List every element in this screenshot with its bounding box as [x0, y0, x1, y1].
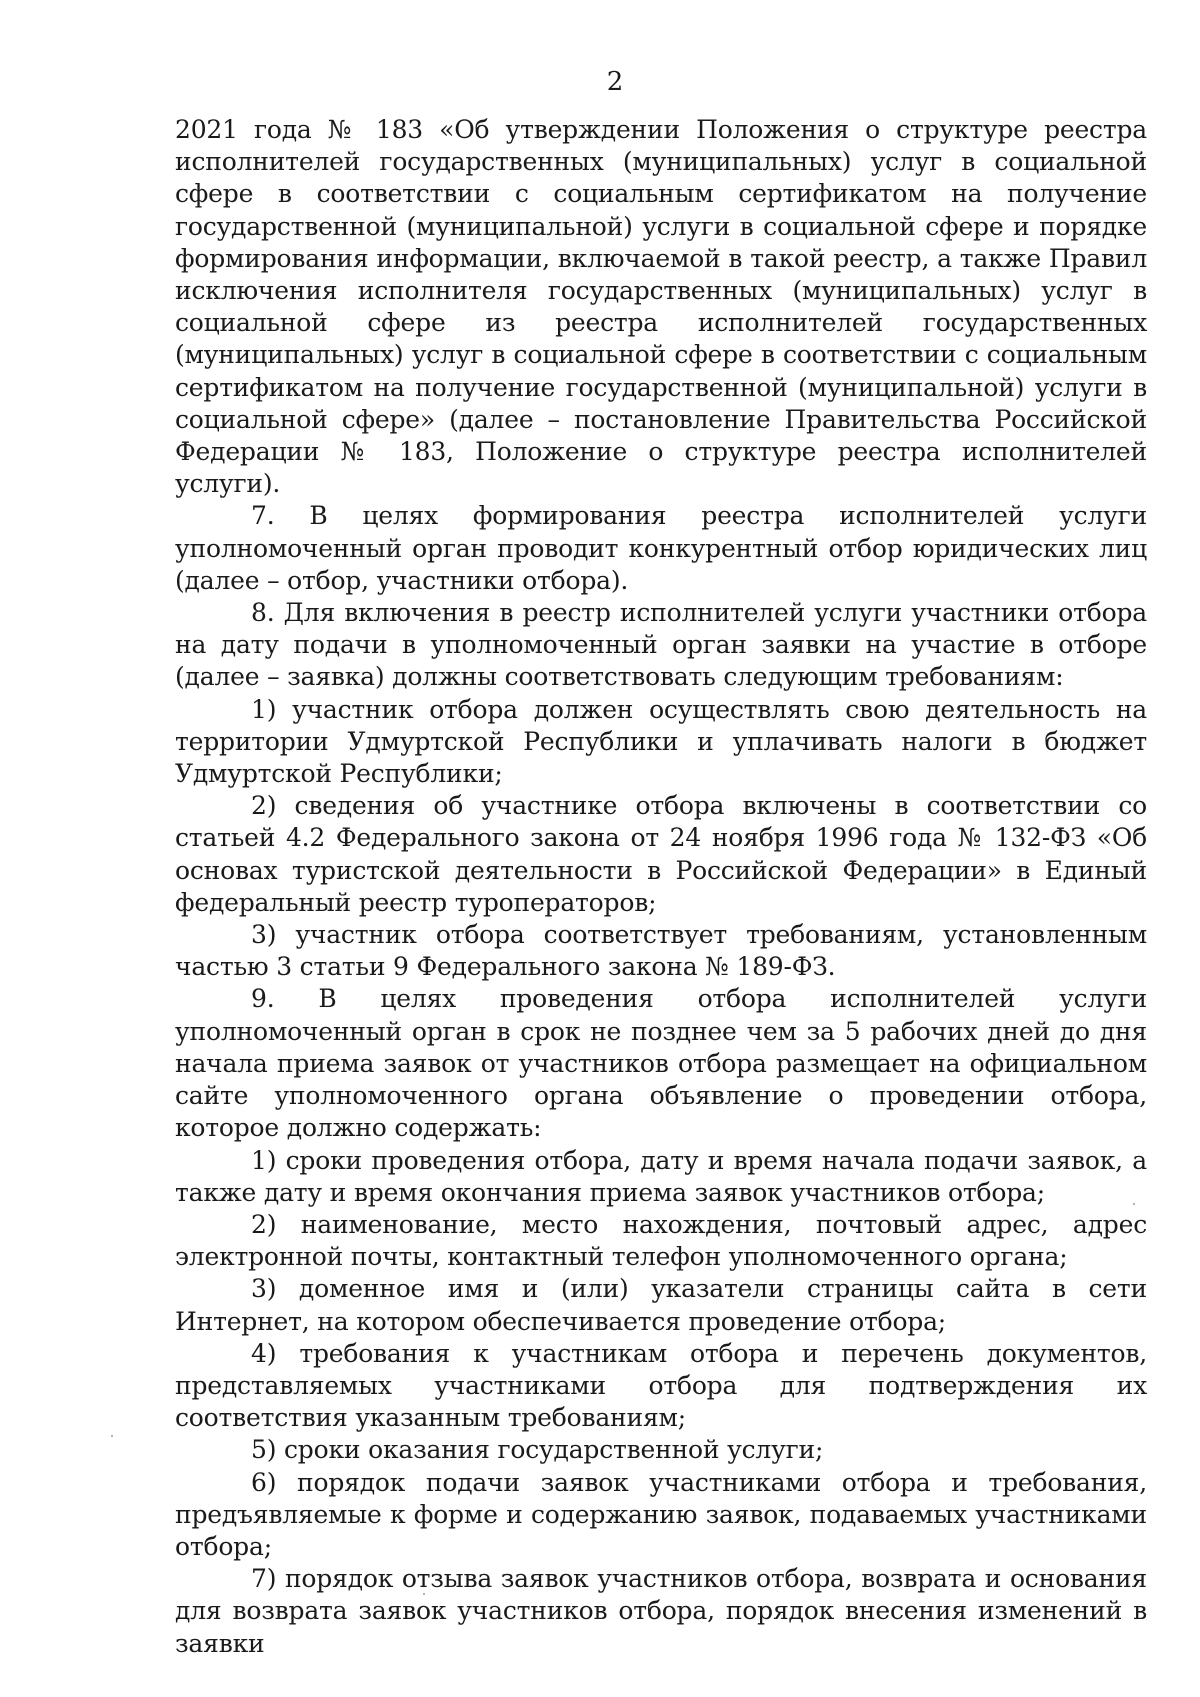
paragraph-9-item-3: 3) доменное имя и (или) указатели страницы сайта в сети Интернет, на котором обеспечивается проведение отбора; — [175, 1274, 1147, 1336]
paragraph-9-item-2: 2) наименование, место нахождения, почтовый адрес, адрес электронной почты, контактный телефон уполномоченного органа; — [175, 1209, 1147, 1272]
document-body — [175, 114, 1147, 1660]
paragraph-8-item-2: 2) сведения об участнике отбора включены в соответствии со статьей 4.2 Федерального закона от 24 ноября 1996 года № 132-ФЗ «Об основах туристской деятельности в Российской Федерации» в Единый федеральный реестр туроператоров; — [175, 791, 1147, 917]
scan-speck — [423, 1593, 425, 1595]
paragraph-8-item-1: 1) участник отбора должен осуществлять свою деятельность на территории Удмуртской Республики и уплачивать налоги в бюджет Удмуртской Республики; — [175, 694, 1147, 789]
paragraph-continuation: 2021 года № 183 «Об утверждении Положения о структуре реестра исполнителей государственных (муниципальных) услуг в социальной сфере в соответствии с социальным сертификатом на получение государственной (муниципальной) услуги в социальной сфере и порядке формирования информации, включаемой в такой реестр, а также Правил исключения исполнителя государственных (муниципальных) услуг в социальной сфере из реестра исполнителей государственных (муниципальных) услуг в социальной сфере в соответствии с социальным сертификатом на получение государственной (муниципальной) услуги в социальной сфере» (далее – постановление Правительства Российской Федерации № 183, Положение о структуре реестра исполнителей услуги). — [175, 115, 1147, 499]
paragraph-9-item-1: 1) сроки проведения отбора, дату и время начала подачи заявок, а также дату и время окончания приема заявок участников отбора; — [175, 1145, 1147, 1207]
page-number: 2 — [606, 67, 624, 97]
paragraph-9-item-4: 4) требования к участникам отбора и перечень документов, представляемых участниками отбора для подтверждения их соответствия указанным требованиям; — [175, 1338, 1147, 1433]
scan-speck — [1133, 1203, 1135, 1205]
scan-speck — [111, 1435, 113, 1437]
paragraph-8: 8. Для включения в реестр исполнителей услуги участники отбора на дату подачи в уполномоченный орган заявки на участие в отборе (далее – заявка) должны соответствовать следующим требованиям: — [175, 598, 1147, 692]
paragraph-9: 9. В целях проведения отбора исполнителей услуги уполномоченный орган в срок не позднее чем за 5 рабочих дней до дня начала приема заявок от участников отбора размещает на официальном сайте уполномоченного органа объявление о проведении отбора, которое должно содержать: — [175, 984, 1147, 1143]
paragraph-7: 7. В целях формирования реестра исполнителей услуги уполномоченный орган проводит конкурентный отбор юридических лиц (далее – отбор, участники отбора). — [175, 501, 1147, 595]
paragraph-9-item-5: 5) сроки оказания государственной услуги; — [251, 1435, 824, 1465]
paragraph-8-item-3: 3) участник отбора соответствует требованиям, установленным частью 3 статьи 9 Федерального закона № 189-ФЗ. — [175, 920, 1147, 982]
paragraph-9-item-6: 6) порядок подачи заявок участниками отбора и требования, предъявляемые к форме и содержанию заявок, подаваемых участниками отбора; — [175, 1467, 1147, 1561]
paragraph-9-item-7: 7) порядок отзыва заявок участников отбора, возврата и основания для возврата заявок участников отбора, порядок внесения изменений в заявки — [175, 1564, 1147, 1658]
